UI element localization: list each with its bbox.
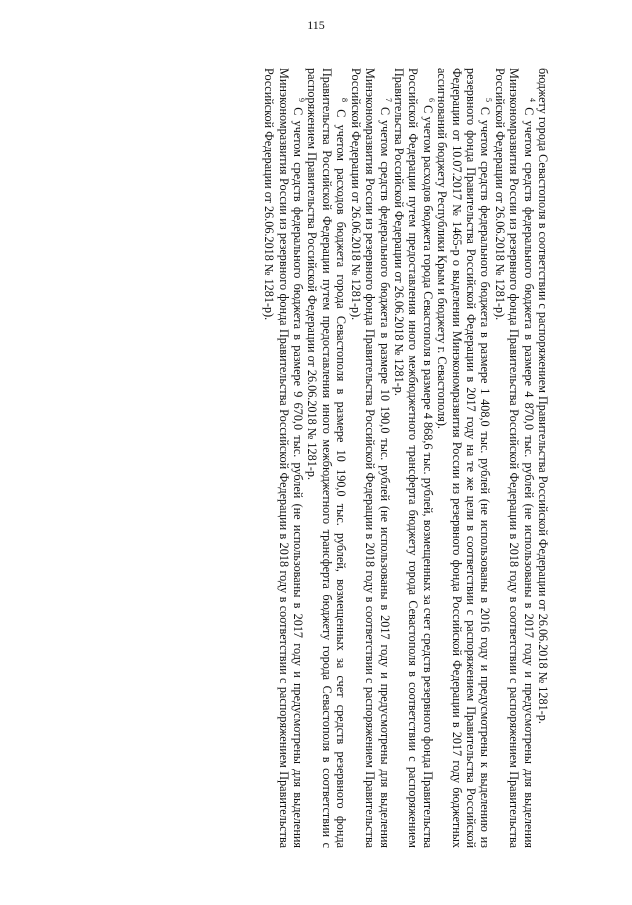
footnote-7: $^7$ С учетом средств федерального бюджета в размере 10 190,0 тыс. рублей (не использованы в 2017 году и предусмотрены для выделения Минэкономразвития России из резервного фонда Правительства Российской Федерации в 2018 году в соответствии с распоряжением Правительства Российской Федерации от 26.06.2018 № 1281-р). <box>348 68 393 848</box>
rotated-footnotes-block <box>80 68 550 848</box>
footnote-mark: 9 <box>297 98 307 102</box>
footnote-6: $^6$ С учетом расходов бюджета города Севастополя в размере 4 868,6 тыс. рублей, возмещенных за счет средств резервного фонда Правительства Российской Федерации путем предоставления иного межбюджетного трансферта бюджету города Севастополя в соответствии с распоряжением Правительства Российской Федерации от 26.06.2018 № 1281-р. <box>391 68 436 848</box>
footnote-mark: 6 <box>426 98 436 102</box>
footnote-mark: 4 <box>527 98 537 102</box>
footnote-5: $^5$ С учетом средств федерального бюджета в размере 1 408,0 тыс. рублей (не использованы в 2016 году и предусмотрены к выделению из резервного фонда Правительства Российской Федерации в 2017 году на те же цели в соответствии с распоряжением Правительства Российской Федерации от 10.07.2017 № 1465-р о выделении Минэкономразвития России из резервного фонда Российской Федерации в 2017 году бюджетных ассигнований бюджету Республики Крым и бюджету г. Севастополя). <box>435 68 494 848</box>
footnote-mark: 8 <box>340 98 350 102</box>
footnote-continuation: бюджету города Севастополя в соответствии с распоряжением Правительства Российской Федерации от 26.06.2018 № 1281-р. <box>536 68 550 724</box>
footnote-mark: 5 <box>484 98 494 102</box>
footnote-9: $^9$ С учетом средств федерального бюджета в размере 9 670,0 тыс. рублей (не использованы в 2017 году и предусмотрены для выделения Минэкономразвития России из резервного фонда Правительства Российской Федерации в 2018 году в соответствии с распоряжением Правительства Российской Федерации от 26.06.2018 № 1281-р). <box>262 68 307 848</box>
footnote-8: $^8$ С учетом расходов бюджета города Севастополя в размере 10 190,0 тыс. рублей, возмещенных за счет средств резервного фонда Правительства Российской Федерации путем предоставления иного межбюджетного трансферта бюджету города Севастополя в соответствии с распоряжением Правительства Российской Федерации от 26.06.2018 № 1281-р. <box>305 68 350 848</box>
footnote-4: $^4$ С учетом средств федерального бюджета в размере 4 870,0 тыс. рублей (не использованы в 2017 году и предусмотрены для выделения Минэкономразвития России из резервного фонда Правительства Российской Федерации в 2018 году в соответствии с распоряжением Правительства Российской Федерации от 26.06.2018 № 1281-р). <box>492 68 537 848</box>
footnote-mark: 7 <box>383 98 393 102</box>
page-number: 115 <box>307 18 325 32</box>
